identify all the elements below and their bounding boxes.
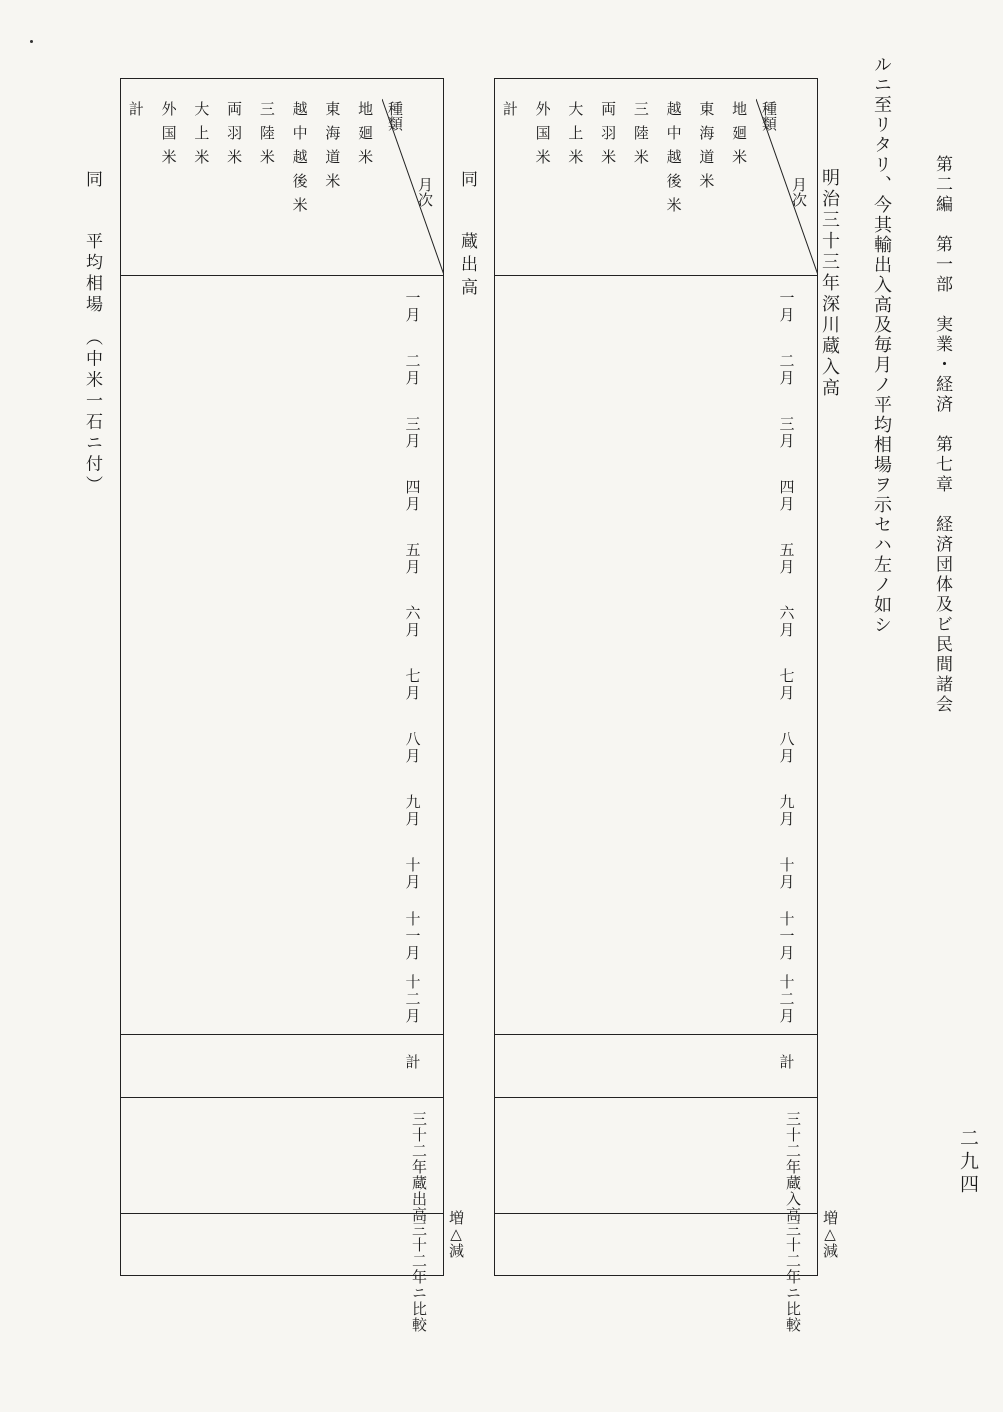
month-column: [382, 275, 444, 1094]
page-number: 二九四: [957, 1128, 979, 1197]
month-label: [756, 338, 818, 401]
kind-column: [251, 79, 284, 275]
compare-header: 三十二年ニ比較: [410, 1221, 428, 1333]
month-label: [756, 653, 818, 716]
corner-kind-label: 種類: [386, 101, 404, 131]
month-text: 十月: [777, 856, 796, 891]
month-text: 三月: [777, 415, 796, 450]
month-text: 計: [403, 1054, 422, 1071]
month-label: [382, 842, 444, 905]
month-text: 五月: [777, 541, 796, 576]
table-title: 明治三十三年深川蔵入高: [819, 168, 840, 399]
kind-label: 計: [500, 101, 519, 125]
kind-column: [691, 79, 724, 275]
inc-dec-label: 増△減: [447, 1210, 465, 1258]
month-text: 十月: [403, 856, 422, 891]
kind-column: [592, 79, 625, 275]
kind-column: [723, 79, 756, 275]
month-text: 九月: [403, 793, 422, 828]
month-label: [756, 1031, 818, 1094]
kind-column: [186, 79, 219, 275]
month-text: 一月: [403, 289, 422, 324]
table-intake: [494, 78, 818, 1333]
month-text: 七月: [777, 667, 796, 702]
kind-label: 東海道米: [697, 101, 716, 197]
kind-label: 外国米: [533, 101, 552, 173]
average-price-title: 平均相場 （中米一石ニ付）: [82, 232, 102, 497]
kind-column: [560, 79, 593, 275]
corner-header: [756, 79, 818, 276]
month-label: [756, 464, 818, 527]
kind-header-row: [494, 79, 756, 275]
kind-column: [317, 79, 350, 275]
corner-month-label: 月次: [790, 177, 808, 207]
month-label: [382, 716, 444, 779]
prev-year-intake-header: 三十二年蔵入高: [784, 1111, 802, 1223]
prev-year-outflow-header: 三十二年蔵出高: [410, 1111, 428, 1223]
month-text: 十一月: [777, 911, 796, 962]
kind-label: 東海道米: [323, 101, 342, 197]
table-outflow: [120, 78, 444, 1333]
kind-column: [658, 79, 691, 275]
month-label: [382, 590, 444, 653]
kind-label: 計: [126, 101, 145, 125]
month-text: 四月: [403, 478, 422, 513]
same-label: 同: [457, 170, 477, 193]
body-text-line: ルニ至リタリ、今其輸出入高及毎月ノ平均相場ヲ示セハ左ノ如シ: [871, 55, 892, 635]
kind-column: [625, 79, 658, 275]
kind-column: [349, 79, 382, 275]
month-text: 二月: [777, 352, 796, 387]
month-label: [382, 464, 444, 527]
month-text: 十二月: [403, 974, 422, 1025]
kind-label: 地廻米: [730, 101, 749, 173]
kind-label: 大上米: [192, 101, 211, 173]
month-label: [382, 779, 444, 842]
inc-dec-label: 増△減: [821, 1210, 839, 1258]
running-header: 第二編 第一部 実業・経済 第七章 経済団体及ビ民間諸会: [932, 155, 952, 715]
month-label: [382, 401, 444, 464]
stray-mark: [30, 40, 33, 43]
kind-label: 両羽米: [225, 101, 244, 173]
month-text: 一月: [777, 289, 796, 324]
kind-label: 三陸米: [631, 101, 650, 173]
kind-column: [284, 79, 317, 275]
month-text: 八月: [403, 730, 422, 765]
kind-label: 越中越後米: [290, 101, 309, 221]
month-label: [756, 905, 818, 968]
month-label: [756, 779, 818, 842]
month-text: 六月: [777, 604, 796, 639]
month-text: 四月: [777, 478, 796, 513]
kind-label: 外国米: [159, 101, 178, 173]
kind-column: [153, 79, 186, 275]
month-label: [382, 1031, 444, 1094]
kind-label: 大上米: [566, 101, 585, 173]
month-label: [756, 842, 818, 905]
month-text: 七月: [403, 667, 422, 702]
month-label: [382, 653, 444, 716]
corner-kind-label: 種類: [760, 101, 778, 131]
month-text: 二月: [403, 352, 422, 387]
month-label: [382, 905, 444, 968]
month-text: 十二月: [777, 974, 796, 1025]
compare-header: 三十二年ニ比較: [784, 1221, 802, 1333]
corner-month-label: 月次: [416, 177, 434, 207]
corner-header: [382, 79, 444, 276]
month-label: [756, 968, 818, 1031]
kind-label: 両羽米: [599, 101, 618, 173]
month-text: 計: [777, 1054, 796, 1071]
month-label: [382, 275, 444, 338]
month-text: 三月: [403, 415, 422, 450]
kind-column: [120, 79, 153, 275]
same-label: 同: [82, 170, 102, 193]
month-text: 五月: [403, 541, 422, 576]
month-text: 八月: [777, 730, 796, 765]
month-label: [756, 401, 818, 464]
outflow-title: 蔵出高: [457, 232, 477, 301]
month-column: [756, 275, 818, 1094]
kind-column: [527, 79, 560, 275]
kind-column: [218, 79, 251, 275]
month-label: [756, 590, 818, 653]
month-label: [756, 275, 818, 338]
kind-label: 地廻米: [356, 101, 375, 173]
month-label: [756, 527, 818, 590]
kind-column: [494, 79, 527, 275]
month-text: 九月: [777, 793, 796, 828]
month-label: [382, 527, 444, 590]
month-label: [382, 968, 444, 1031]
month-text: 十一月: [403, 911, 422, 962]
month-label: [756, 716, 818, 779]
kind-header-row: [120, 79, 382, 275]
kind-label: 三陸米: [257, 101, 276, 173]
month-label: [382, 338, 444, 401]
kind-label: 越中越後米: [664, 101, 683, 221]
month-text: 六月: [403, 604, 422, 639]
